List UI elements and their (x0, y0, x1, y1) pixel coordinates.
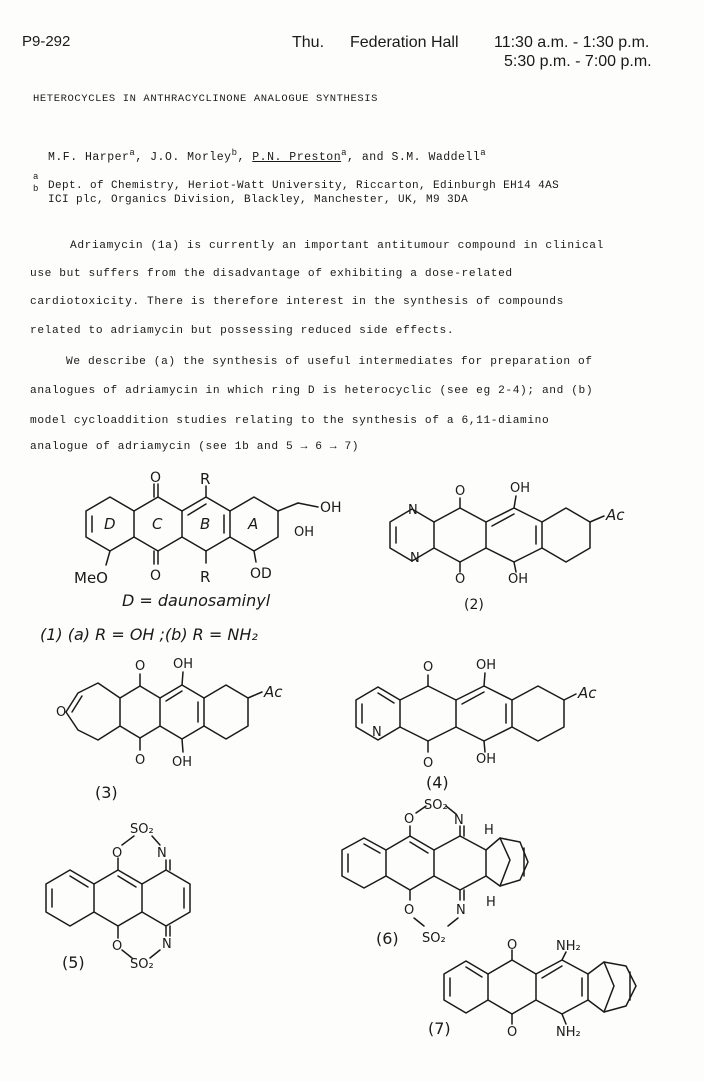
s6-so2-bottom: SO₂ (422, 931, 446, 946)
author-sep: , (237, 150, 253, 164)
s1-r-bottom: R (200, 568, 211, 586)
s3-oh-top: OH (173, 657, 194, 672)
author-3-aff: a (341, 148, 348, 158)
s5-so2-bottom: SO₂ (130, 957, 154, 972)
affiliation-b-mark: b (33, 184, 39, 194)
abstract-line-7: model cycloaddition studies relating to the synthesis of a 6,11-diamino (30, 415, 550, 427)
s1-meo: MeO (74, 569, 108, 587)
s4-oh-top: OH (476, 658, 497, 673)
s1-o-top: O (150, 470, 162, 486)
s1-od: OD (250, 566, 272, 582)
abstract-line-8: analogue of adriamycin (see 1b and 5 → 6 → 7) (30, 441, 360, 453)
structure-7-skeleton (444, 950, 636, 1024)
author-4: S.M. Waddell (391, 150, 481, 164)
s1-oh: OH (294, 525, 315, 540)
abstract-code: P9-292 (22, 33, 71, 50)
paper-title: HETEROCYCLES IN ANTHRACYCLINONE ANALOGUE SYNTHESIS (33, 93, 379, 105)
s3-oh-bottom: OH (172, 755, 193, 770)
author-sep: , and (347, 150, 392, 164)
s7-o-top: O (507, 938, 518, 953)
affiliation-b: ICI plc, Organics Division, Blackley, Manchester, UK, M9 3DA (48, 194, 469, 206)
s1-d-definition: D = daunosaminyl (122, 591, 271, 610)
s1-label: (1) (a) R = OH ;(b) R = NH₂ (40, 625, 258, 644)
author-4-aff: a (480, 148, 487, 158)
s4-n: N (372, 725, 382, 740)
abstract-line-1: Adriamycin (1a) is currently an important antitumour compound in clinical (70, 240, 604, 252)
s4-o-bottom: O (423, 756, 434, 771)
s1-o-bottom: O (150, 568, 162, 584)
s4-oh-bottom: OH (476, 752, 497, 767)
s6-o-bottom: O (404, 903, 415, 918)
affiliation-a: Dept. of Chemistry, Heriot-Watt University, Riccarton, Edinburgh EH14 4AS (48, 180, 560, 192)
author-3: P.N. Preston (252, 150, 342, 164)
ring-label-c: C (152, 515, 163, 533)
s2-ac: Ac (606, 506, 625, 524)
s6-h-top: H (484, 823, 494, 838)
author-sep: , (135, 150, 151, 164)
s5-n-top: N (157, 846, 167, 861)
s7-o-bottom: O (507, 1025, 518, 1040)
abstract-line-3: cardiotoxicity. There is therefore interest in the synthesis of compounds (30, 296, 564, 308)
s3-o-ring: O (56, 705, 67, 720)
author-2: J.O. Morley (150, 150, 232, 164)
abstract-line-5: We describe (a) the synthesis of useful intermediates for preparation of (66, 356, 593, 368)
session-venue: Federation Hall (350, 34, 459, 51)
s2-label: (2) (464, 597, 484, 613)
s6-so2-top: SO₂ (424, 798, 448, 813)
s7-nh2-bottom: NH₂ (556, 1025, 581, 1040)
session-time-2: 5:30 p.m. - 7:00 p.m. (504, 53, 652, 70)
s4-ac: Ac (578, 684, 597, 702)
s5-o-top: O (112, 846, 123, 861)
session-time-1: 11:30 a.m. - 1:30 p.m. (494, 34, 650, 51)
s3-ac: Ac (264, 683, 283, 701)
session-day: Thu. (292, 34, 325, 51)
s5-n-bottom: N (162, 937, 172, 952)
s6-h-bottom: H (486, 895, 496, 910)
author-1: M.F. Harper (48, 150, 130, 164)
s4-label: (4) (426, 773, 449, 792)
author-1-aff: a (129, 148, 136, 158)
s2-n-2: N (410, 551, 420, 566)
s6-label: (6) (376, 929, 399, 948)
s6-o-top: O (404, 812, 415, 827)
s7-nh2-top: NH₂ (556, 939, 581, 954)
s5-o-bottom: O (112, 939, 123, 954)
abstract-line-2: use but suffers from the disadvantage of exhibiting a dose-related (30, 268, 513, 280)
s7-label: (7) (428, 1019, 451, 1038)
author-2-aff: b (231, 148, 238, 158)
s5-label: (5) (62, 953, 85, 972)
ring-label-d: D (104, 515, 116, 533)
s1-r-top: R (200, 470, 211, 488)
ring-label-b: B (200, 515, 211, 533)
s6-n-top: N (454, 813, 464, 828)
s2-oh-top: OH (510, 481, 531, 496)
affiliation-a-mark: a (33, 172, 39, 182)
s2-n-1: N (408, 503, 418, 518)
s4-o-top: O (423, 660, 434, 675)
abstract-line-4: related to adriamycin but possessing reduced side effects. (30, 325, 455, 337)
ring-label-a: A (248, 515, 259, 533)
s2-o-top: O (455, 484, 466, 499)
s1-oh-chain: OH (320, 500, 342, 516)
s3-label: (3) (95, 783, 118, 802)
abstract-line-6: analogues of adriamycin in which ring D is heterocyclic (see eg 2-4); and (b) (30, 385, 594, 397)
s5-so2-top: SO₂ (130, 822, 154, 837)
s2-oh-bottom: OH (508, 572, 529, 587)
s3-o-bottom: O (135, 753, 146, 768)
s6-n-bottom: N (456, 903, 466, 918)
s3-o-top: O (135, 659, 146, 674)
s2-o-bottom: O (455, 572, 466, 587)
